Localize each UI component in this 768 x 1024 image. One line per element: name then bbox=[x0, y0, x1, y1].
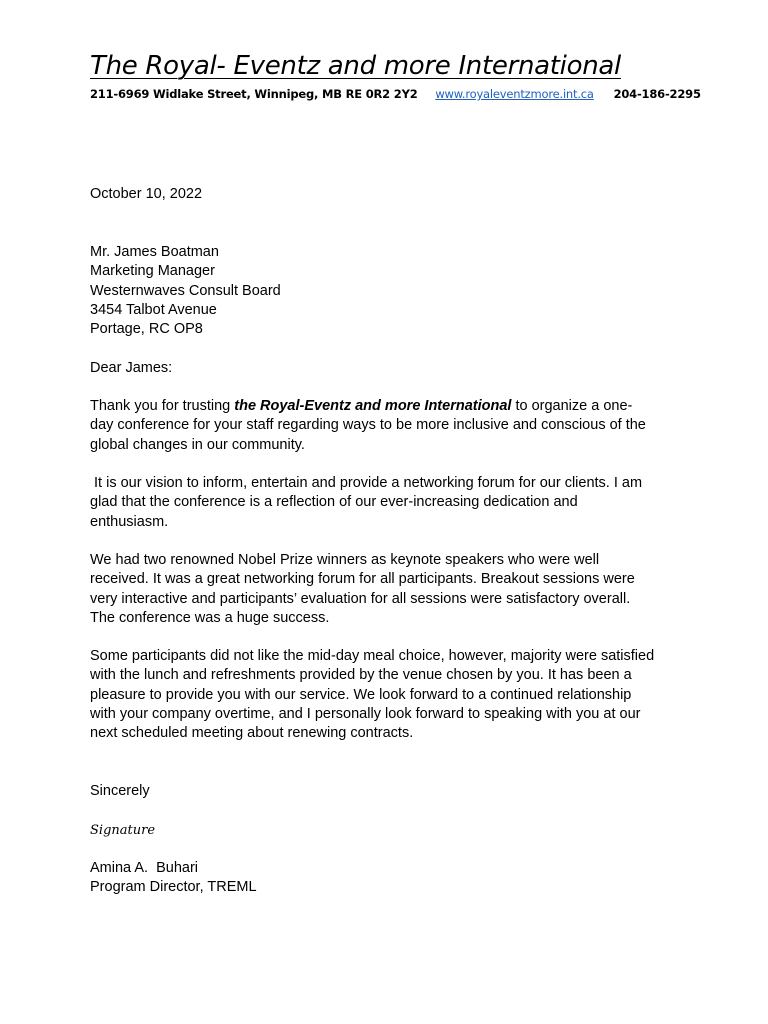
closing-text: Sincerely bbox=[90, 783, 150, 799]
letterhead-contact bbox=[90, 85, 701, 103]
letterhead-title: The Royal- Eventz and more International bbox=[90, 51, 621, 81]
recipient-city: Portage, RC OP8 bbox=[90, 321, 203, 338]
recipient-street: 3454 Talbot Avenue bbox=[90, 301, 217, 318]
salutation-text: Dear James: bbox=[90, 360, 173, 376]
letterhead-phone: 204-186-2295 bbox=[613, 87, 701, 101]
paragraph-2-line: It is our vision to inform, entertain and provide a networking forum for our clients. I am bbox=[90, 475, 643, 491]
letterhead-address: 211-6969 Widlake Street, Winnipeg, MB RE 0R2 2Y2 bbox=[90, 87, 418, 101]
company-name-emphasis: the Royal-Eventz and more International bbox=[234, 398, 512, 414]
salutation bbox=[90, 359, 690, 378]
paragraph-1-line-1 bbox=[90, 397, 690, 416]
recipient-name: Mr. James Boatman bbox=[90, 244, 219, 260]
paragraph-3-line: very interactive and participants’ evaluation for all sessions were satisfactory overall. bbox=[90, 590, 631, 607]
closing bbox=[90, 782, 690, 801]
body-paragraph-2 bbox=[90, 474, 690, 532]
sender-block bbox=[90, 859, 690, 898]
paragraph-3-line: The conference was a huge success. bbox=[90, 609, 330, 626]
sender-name: Amina A. Buhari bbox=[90, 860, 198, 876]
sender-title: Program Director, TREML bbox=[90, 879, 257, 896]
paragraph-1-line-2: day conference for your staff regarding ways to be more inclusive and conscious of the bbox=[90, 417, 646, 434]
website-link[interactable]: www.royaleventzmore.int.ca bbox=[435, 87, 594, 101]
paragraph-4-line: with the lunch and refreshments provided by the venue chosen by you. It has been a bbox=[90, 667, 632, 684]
recipient-company: Westernwaves Consult Board bbox=[90, 282, 281, 299]
recipient-title: Marketing Manager bbox=[90, 263, 215, 280]
paragraph-1-line-3: global changes in our community. bbox=[90, 436, 305, 453]
paragraph-2-line: glad that the conference is a reflection of our ever-increasing dedication and bbox=[90, 494, 578, 511]
body-paragraph-4 bbox=[90, 647, 690, 743]
paragraph-2-line: enthusiasm. bbox=[90, 513, 169, 530]
letter-date bbox=[90, 185, 690, 204]
body-paragraph-1 bbox=[90, 397, 690, 455]
paragraph-3-line: received. It was a great networking forum for all participants. Breakout sessions were bbox=[90, 571, 635, 588]
paragraph-4-line: Some participants did not like the mid-day meal choice, however, majority were satisfied bbox=[90, 648, 655, 664]
recipient-address bbox=[90, 243, 690, 339]
body-paragraph-3 bbox=[90, 551, 690, 628]
signature: Signature bbox=[90, 823, 156, 838]
paragraph-4-line: next scheduled meeting about renewing contracts. bbox=[90, 725, 414, 742]
paragraph-4-line: with your company overtime, and I personally look forward to speaking with you at our bbox=[90, 705, 641, 722]
paragraph-1-tail: to organize a one- bbox=[511, 398, 633, 414]
paragraph-4-line: pleasure to provide you with our service. We look forward to a continued relationship bbox=[90, 686, 632, 703]
date-text: October 10, 2022 bbox=[90, 186, 203, 202]
paragraph-1-lead: Thank you for trusting bbox=[90, 398, 235, 414]
paragraph-3-line: We had two renowned Nobel Prize winners as keynote speakers who were well bbox=[90, 552, 600, 568]
